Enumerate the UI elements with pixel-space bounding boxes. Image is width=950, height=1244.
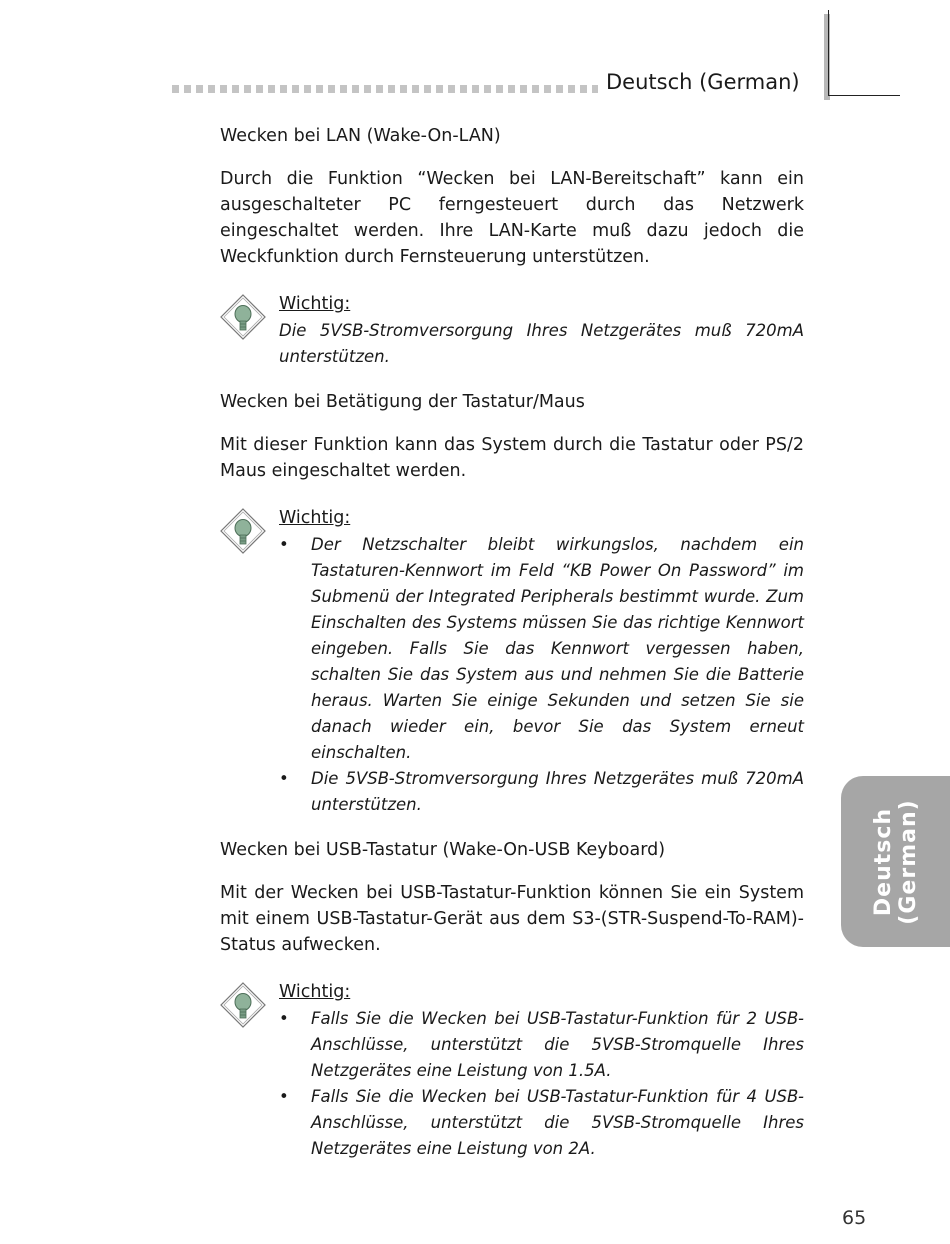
list-item: • Die 5VSB-Stromversorgung Ihres Netzgerätes muß 720mA unterstützen. <box>279 766 804 818</box>
corner-line-vertical <box>828 10 829 96</box>
note-wake-on-usb <box>220 980 804 1162</box>
section-paragraph-keyboard-mouse: Mit dieser Funktion kann das System durch die Tastatur oder PS/2 Maus eingeschaltet werden. <box>220 435 804 481</box>
note-title: Wichtig: <box>279 508 351 528</box>
lightbulb-diamond-icon <box>220 982 266 1028</box>
header-dot-rule <box>172 85 598 93</box>
language-side-tab <box>841 776 950 947</box>
lightbulb-diamond-icon <box>220 508 266 554</box>
note-text: Die 5VSB-Stromversorgung Ihres Netzgerätes muß 720mA unterstützen. <box>279 321 804 366</box>
section-paragraph-wake-on-lan: Durch die Funktion “Wecken bei LAN-Bereitschaft” kann ein ausgeschalteter PC ferngesteuert durch das Netzwerk eingeschaltet werden. Ihre LAN-Karte muß dazu jedoch die Weckfunktion durch Fernsteuerung unterstützen. <box>220 169 804 267</box>
section-heading-wake-on-usb: Wecken bei USB-Tastatur (Wake-On-USB Keyboard) <box>220 840 666 860</box>
section-heading-keyboard-mouse: Wecken bei Betätigung der Tastatur/Maus <box>220 392 585 412</box>
note-bullet-list <box>279 532 804 818</box>
page-section-title: Deutsch (German) <box>606 70 800 94</box>
note-title: Wichtig: <box>279 982 351 1002</box>
list-item: • Falls Sie die Wecken bei USB-Tastatur-Funktion für 2 USB-Anschlüsse, unterstützt die 5VSB-Stromquelle Ihres Netzgerätes eine Leistung von 1.5A. <box>279 1006 804 1084</box>
lightbulb-diamond-icon <box>220 294 266 340</box>
side-tab-line2: (German) <box>896 798 921 925</box>
side-tab-label <box>871 799 921 924</box>
corner-line-horizontal <box>828 95 900 96</box>
note-title: Wichtig: <box>279 294 351 314</box>
note-wake-on-lan <box>220 292 804 370</box>
corner-gray-bar <box>824 14 830 100</box>
list-item: • Der Netzschalter bleibt wirkungslos, nachdem ein Tastaturen-Kennwort im Feld “KB Power On Password” im Submenü der Integrated Peripherals bestimmt wurde. Zum Einschalten des Systems müssen Sie das richtige Kennwort eingeben. Falls Sie das Kennwort vergessen haben, schalten Sie das System aus und nehmen Sie die Batterie heraus. Warten Sie einige Sekunden und setzen Sie sie danach wieder ein, bevor Sie das System erneut einschalten. <box>279 532 804 766</box>
side-tab-line1: Deutsch <box>871 807 896 916</box>
section-paragraph-wake-on-usb: Mit der Wecken bei USB-Tastatur-Funktion können Sie ein System mit einem USB-Tastatur-Gerät aus dem S3-(STR-Suspend-To-RAM)-Status aufwecken. <box>220 883 804 955</box>
note-bullet-list <box>279 1006 804 1162</box>
page-number: 65 <box>842 1207 867 1229</box>
note-keyboard-mouse <box>220 506 804 818</box>
main-content <box>220 124 804 1182</box>
list-item: • Falls Sie die Wecken bei USB-Tastatur-Funktion für 4 USB-Anschlüsse, unterstützt die 5VSB-Stromquelle Ihres Netzgerätes eine Leistung von 2A. <box>279 1084 804 1162</box>
section-heading-wake-on-lan: Wecken bei LAN (Wake-On-LAN) <box>220 126 501 146</box>
